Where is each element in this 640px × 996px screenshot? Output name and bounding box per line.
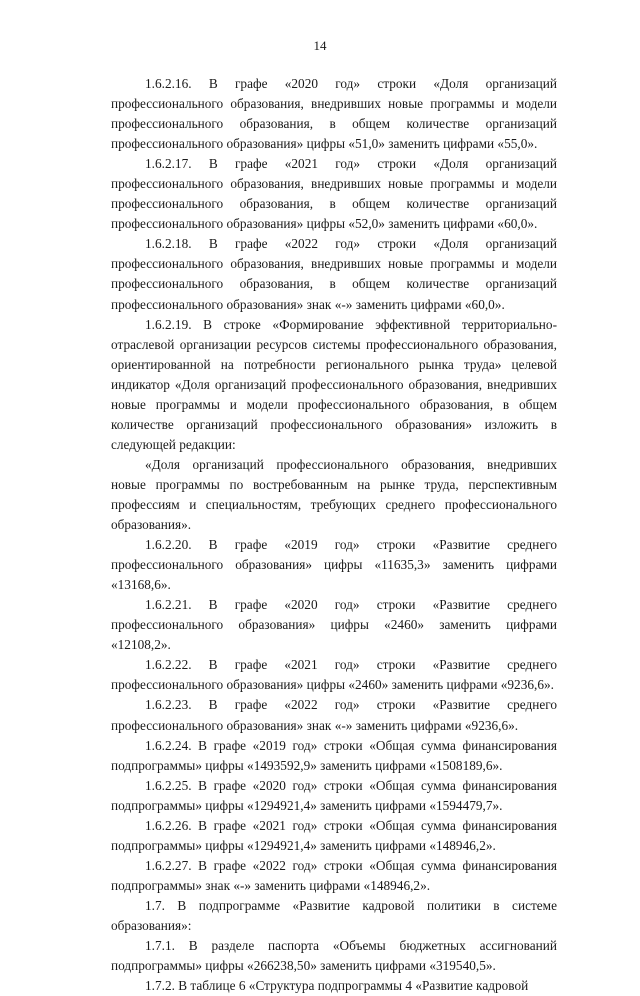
paragraph-1-6-2-16: 1.6.2.16. В графе «2020 год» строки «Доля организаций профессионального образования, внедривших новые программы и модели профессионального образования, в общем количестве организаций профессионального образования» цифры «51,0» заменить цифрами «55,0». — [111, 76, 557, 152]
paragraph-1-6-2-26: 1.6.2.26. В графе «2021 год» строки «Общая сумма финансирования подпрограммы» цифры «1294921,4» заменить цифрами «148946,2». — [111, 817, 557, 853]
paragraph-1-6-2-20: 1.6.2.20. В графе «2019 год» строки «Развитие среднего профессионального образования» цифры «11635,3» заменить цифрами «13168,6». — [111, 537, 557, 593]
page-number: 14 — [313, 38, 327, 53]
document-body — [111, 74, 557, 996]
paragraph-1-6-2-21: 1.6.2.21. В графе «2020 год» строки «Развитие среднего профессионального образования» цифры «2460» заменить цифрами «12108,2». — [111, 597, 557, 653]
paragraph-1-6-2-19: 1.6.2.19. В строке «Формирование эффективной территориально-отраслевой организации ресурсов системы профессионального образования, ориентированной на потребности регионального рынка труда» целевой индикатор «Доля организаций профессионального образования, внедривших новые программы и модели профессионального образования, в общем количестве организаций профессионального образования» изложить в следующей редакции: — [111, 316, 557, 452]
paragraph-1-6-2-23: 1.6.2.23. В графе «2022 год» строки «Развитие среднего профессионального образования» знак «-» заменить цифрами «9236,6». — [111, 697, 557, 733]
paragraph-1-7-1: 1.7.1. В разделе паспорта «Объемы бюджетных ассигнований подпрограммы» цифры «266238,50» заменить цифрами «319540,5». — [111, 938, 557, 974]
paragraph-1-6-2-17: 1.6.2.17. В графе «2021 год» строки «Доля организаций профессионального образования, внедривших новые программы и модели профессионального образования, в общем количестве организаций профессионального образования» цифры «52,0» заменить цифрами «60,0». — [111, 156, 557, 232]
paragraph-1-7-2: 1.7.2. В таблице 6 «Структура подпрограммы 4 «Развитие кадровой — [145, 978, 529, 994]
paragraph-1-6-2-18: 1.6.2.18. В графе «2022 год» строки «Доля организаций профессионального образования, внедривших новые программы и модели профессионального образования, в общем количестве организаций профессионального образования» знак «-» заменить цифрами «60,0». — [111, 236, 557, 312]
paragraph-1-7: 1.7. В подпрограмме «Развитие кадровой политики в системе образования»: — [111, 897, 557, 933]
paragraph-1-6-2-27: 1.6.2.27. В графе «2022 год» строки «Общая сумма финансирования подпрограммы» знак «-» заменить цифрами «148946,2». — [111, 857, 557, 893]
paragraph-1-6-2-25: 1.6.2.25. В графе «2020 год» строки «Общая сумма финансирования подпрограммы» цифры «1294921,4» заменить цифрами «1594479,7». — [111, 777, 557, 813]
paragraph-1-6-2-24: 1.6.2.24. В графе «2019 год» строки «Общая сумма финансирования подпрограммы» цифры «1493592,9» заменить цифрами «1508189,6». — [111, 737, 557, 773]
quoted-new-wording: «Доля организаций профессионального образования, внедривших новые программы по востребованным на рынке труда, перспективным профессиям и специальностям, требующих среднего профессионального образования». — [111, 456, 557, 533]
paragraph-1-6-2-22: 1.6.2.22. В графе «2021 год» строки «Развитие среднего профессионального образования» цифры «2460» заменить цифрами «9236,6». — [111, 657, 557, 693]
